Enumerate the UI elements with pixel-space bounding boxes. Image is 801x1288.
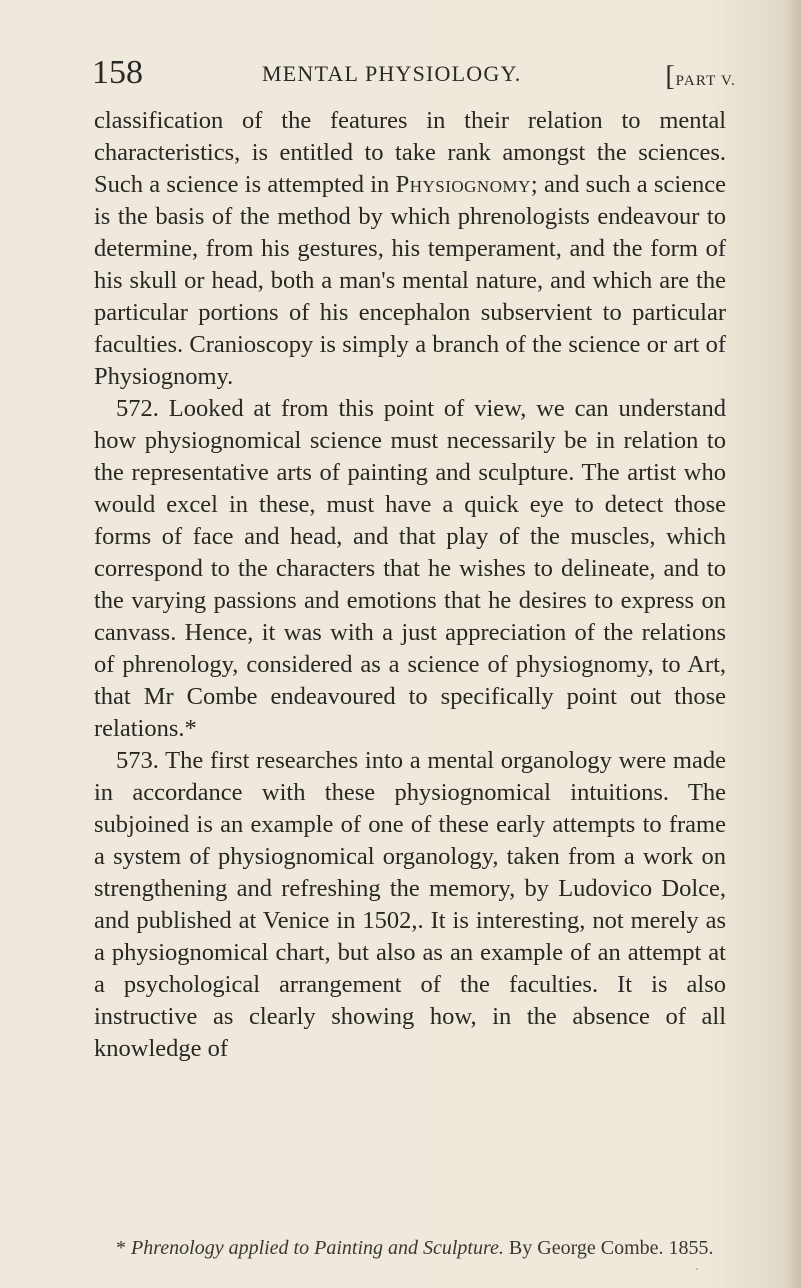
footnote-text xyxy=(94,1235,726,1261)
part-label-text: PART V. xyxy=(675,73,736,89)
main-text xyxy=(94,105,726,1065)
page-number: 158 xyxy=(92,54,143,91)
page-edge-shadow xyxy=(783,0,801,1288)
part-label xyxy=(665,61,736,93)
paragraph-continuation-text-end: ; and such a science is the basis of the method by which phrenologists endeavour to determine, from his gestures, his temperament, and the form of his skull or head, both a man's mental nature, and which are the particular portions of his encephalon subservient to particular faculties. Cranioscopy is simply a branch of the science or art of Physiognomy. xyxy=(94,171,726,390)
paragraph-continuation-text-start: classification of the features in their relation to mental characteristics, is entitled to take rank amongst the sciences. Such a science is attempted in xyxy=(94,107,726,198)
footnote xyxy=(94,1235,726,1261)
running-header xyxy=(92,50,736,94)
footnote-title: Phrenology applied to Painting and Sculpture. xyxy=(131,1237,504,1259)
paragraph-572: 572. Looked at from this point of view, we can understand how physiognomical science must necessarily be in relation to the representative arts of painting and sculpture. The artist who would excel in these, must have a quick eye to detect those forms of face and head, and that play of the muscles, which correspond to the characters that he wishes to delineate, and to the varying passions and emotions that he desires to express on canvass. Hence, it was with a just appreciation of the relations of phrenology, considered as a science of physiognomy, to Art, that Mr Combe endeavoured to specifically point out those relations.* xyxy=(94,395,726,742)
running-title: MENTAL PHYSIOLOGY. xyxy=(262,61,522,86)
paper-speck xyxy=(696,1268,698,1270)
paragraph-continuation xyxy=(94,105,726,393)
part-open-bracket: [ xyxy=(665,61,676,92)
footnote-author-date: By George Combe. 1855. xyxy=(503,1237,714,1259)
physiognomy-small-caps: Physiognomy xyxy=(395,171,531,198)
paragraph-573: 573. The first researches into a mental organology were made in accordance with these physiognomical intuitions. The subjoined is an example of one of these early attempts to frame a system of physiognomical organology, taken from a work on strengthening and refreshing the memory, by Ludovico Dolce, and published at Venice in 1502,. It is interesting, not merely as a physiognomical chart, but also as an example of an attempt at a psychological arrangement of the faculties. It is also instructive as clearly showing how, in the absence of all knowledge of xyxy=(94,747,726,1062)
footnote-marker: * xyxy=(116,1237,131,1259)
